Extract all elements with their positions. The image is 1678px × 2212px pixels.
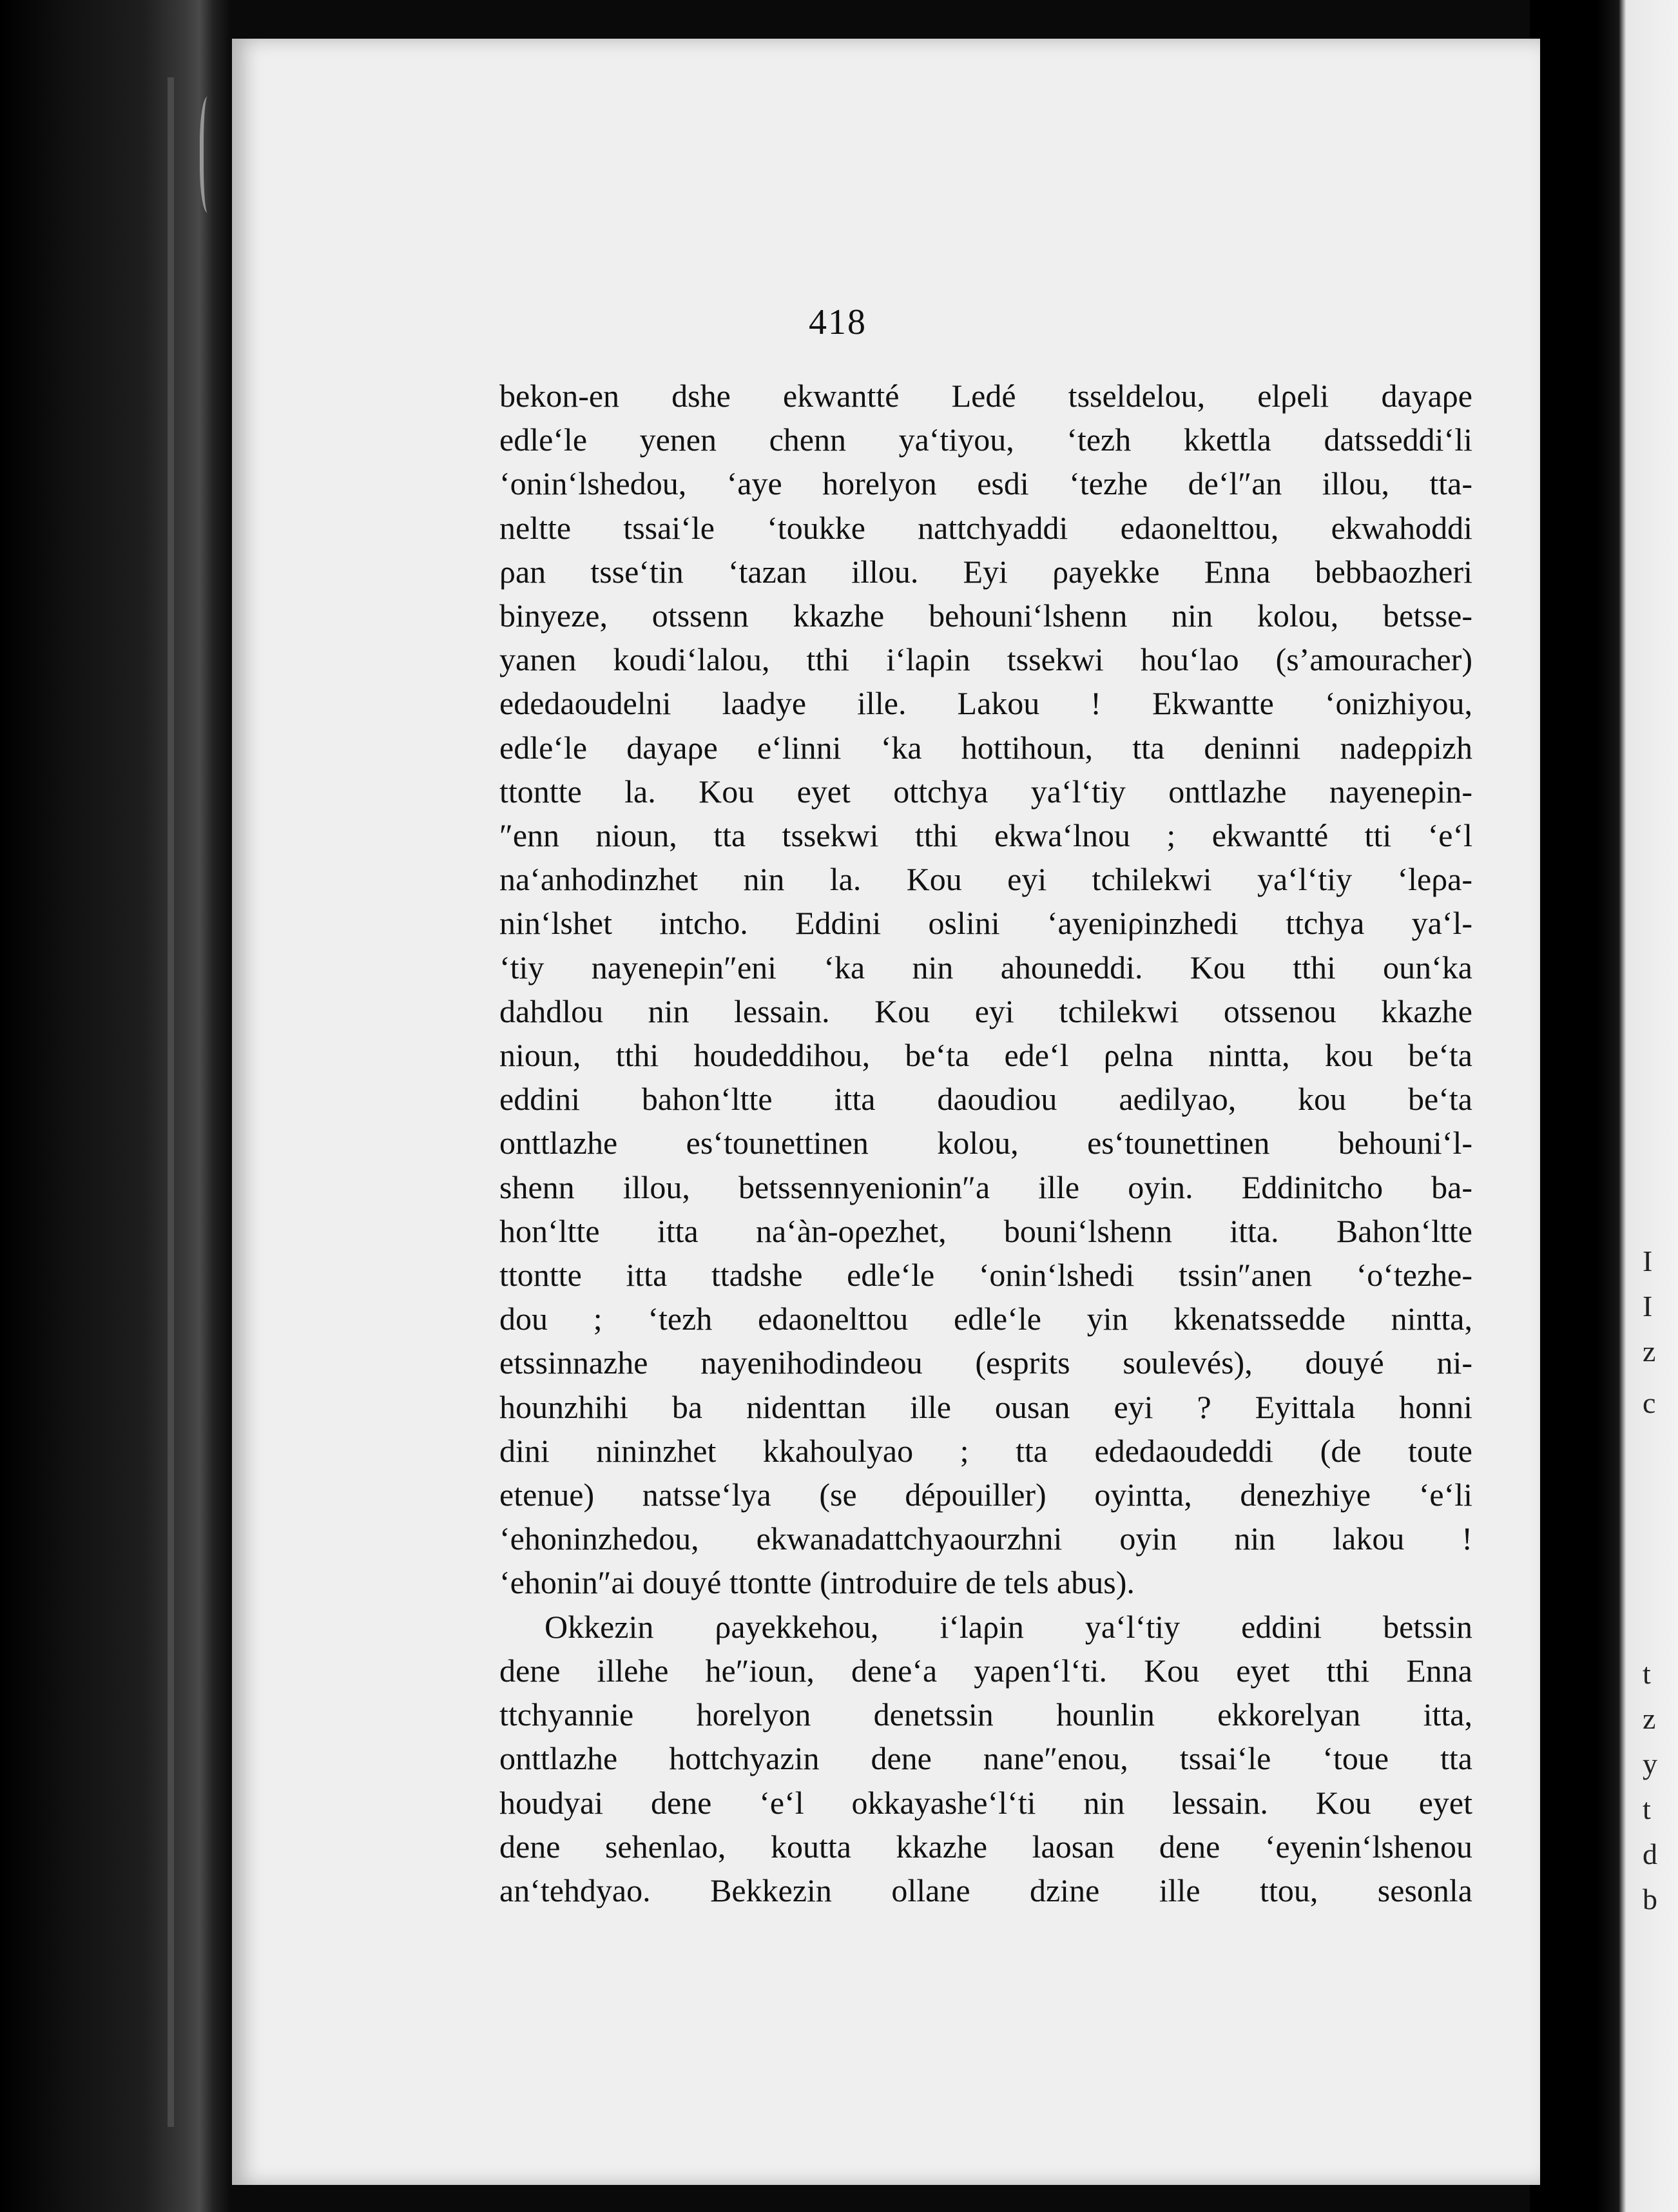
text-line: etssinnazhe nayenihodindeou (esprits soulevés), douyé ni-: [499, 1344, 1472, 1381]
text-line: ρan tsse‘tin ‘tazan illou. Eyi ρayekke Enna bebbaozheri: [499, 553, 1472, 590]
text-line: nin‘lshet intcho. Eddini oslini ‘ayeniρinzhedi ttchya ya‘l-: [499, 905, 1472, 942]
text-line: hounzhihi ba nidenttan ille ousan eyi ? Eyittala honni: [499, 1388, 1472, 1425]
text-line: dene illehe he″ioun, dene‘a yaρen‘l‘ti. Kou eyet tthi Enna: [499, 1652, 1472, 1689]
text-line: eddini bahon‘ltte itta daoudiou aedilyao, kou be‘ta: [499, 1081, 1472, 1118]
facing-page-fragment: z: [1643, 1335, 1656, 1368]
text-line: onttlazhe hottchyazin dene nane″enou, tssai‘le ‘toue tta: [499, 1740, 1472, 1777]
body-text: [499, 374, 1472, 1912]
page-number: 418: [809, 302, 867, 342]
text-line: binyeze, otssenn kkazhe behouni‘lshenn nin kolou, betsse-: [499, 597, 1472, 634]
text-line: ededaoudelni laadye ille. Lakou ! Ekwantte ‘onizhiyou,: [499, 685, 1472, 722]
text-line: ‘onin‘lshedou, ‘aye horelyon esdi ‘tezhe de‘l″an illou, tta-: [499, 465, 1472, 502]
text-line: dahdlou nin lessain. Kou eyi tchilekwi otssenou kkazhe: [499, 993, 1472, 1029]
text-line: ttontte la. Kou eyet ottchya ya‘l‘tiy onttlazhe nayeneρin-: [499, 773, 1472, 810]
text-line: ‘ehonin″ai douyé ttontte (introduire de tels abus).: [499, 1564, 1135, 1601]
facing-page-fragment: c: [1643, 1386, 1656, 1419]
text-line: yanen koudi‘lalou, tthi i‘laρin tssekwi hou‘lao (s’amouracher): [499, 641, 1472, 678]
text-line: edle‘le dayaρe e‘linni ‘ka hottihoun, tta deninni nadeρρizh: [499, 729, 1472, 766]
facing-page-fragment: y: [1643, 1747, 1657, 1780]
text-line: dou ; ‘tezh edaonelttou edle‘le yin kkenatssedde nintta,: [499, 1301, 1472, 1337]
facing-page-fragment: d: [1643, 1838, 1657, 1870]
text-line: ttchyannie horelyon denetssin hounlin ekkorelyan itta,: [499, 1696, 1472, 1733]
facing-page-edge: [1530, 0, 1678, 2212]
text-line: na‘anhodinzhet nin la. Kou eyi tchilekwi ya‘l‘tiy ‘leρa-: [499, 861, 1472, 898]
facing-page-fragment: z: [1643, 1702, 1656, 1735]
text-line: dene sehenlao, koutta kkazhe laosan dene ‘eyenin‘lshenou: [499, 1828, 1472, 1865]
text-line: ‘tiy nayeneρin″eni ‘ka nin ahouneddi. Kou tthi oun‘ka: [499, 949, 1472, 985]
facing-page-fragment: I: [1643, 1245, 1653, 1277]
book-binding: [0, 0, 232, 2212]
text-line: edle‘le yenen chenn ya‘tiyou, ‘tezh kkettla datsseddi‘li: [499, 422, 1472, 458]
facing-page-fragment: b: [1643, 1883, 1657, 1916]
facing-page-fragment: t: [1643, 1792, 1651, 1825]
text-line: neltte tssai‘le ‘toukke nattchyaddi edaonelttou, ekwahoddi: [499, 509, 1472, 546]
text-line: onttlazhe es‘tounettinen kolou, es‘tounettinen behouni‘l-: [499, 1125, 1472, 1161]
text-line: shenn illou, betssennyenionin″a ille oyin. Eddinitcho ba-: [499, 1169, 1472, 1205]
text-line: hon‘ltte itta na‘àn-oρezhet, bouni‘lshenn itta. Bahon‘ltte: [499, 1212, 1472, 1249]
text-line: ″enn nioun, tta tssekwi tthi ekwa‘lnou ; ekwantté tti ‘e‘l: [499, 817, 1472, 854]
text-line: Okkezin ρayekkehou, i‘laρin ya‘l‘tiy eddini betssin: [545, 1608, 1472, 1645]
facing-page-fragment: t: [1643, 1657, 1651, 1690]
facing-page-fragment: I: [1643, 1290, 1653, 1323]
text-line: nioun, tthi houdeddihou, be‘ta ede‘l ρelna nintta, kou be‘ta: [499, 1037, 1472, 1074]
text-line: an‘tehdyao. Bekkezin ollane dzine ille ttou, sesonla: [499, 1872, 1472, 1908]
binding-mark: [200, 97, 219, 213]
binding-edge: [168, 77, 174, 2127]
text-line: dini nininzhet kkahoulyao ; tta ededaoudeddi (de toute: [499, 1432, 1472, 1469]
text-line: houdyai dene ‘e‘l okkayashe‘l‘ti nin lessain. Kou eyet: [499, 1784, 1472, 1821]
text-line: ‘ehoninzhedou, ekwanadattchyaourzhni oyin nin lakou !: [499, 1520, 1472, 1557]
text-line: etenue) natsse‘lya (se dépouiller) oyintta, denezhiye ‘e‘li: [499, 1477, 1472, 1513]
text-line: bekon-en dshe ekwantté Ledé tsseldelou, elρeli dayaρe: [499, 378, 1472, 414]
text-line: ttontte itta ttadshe edle‘le ‘onin‘lshedi tssin″anen ‘o‘tezhe-: [499, 1257, 1472, 1294]
